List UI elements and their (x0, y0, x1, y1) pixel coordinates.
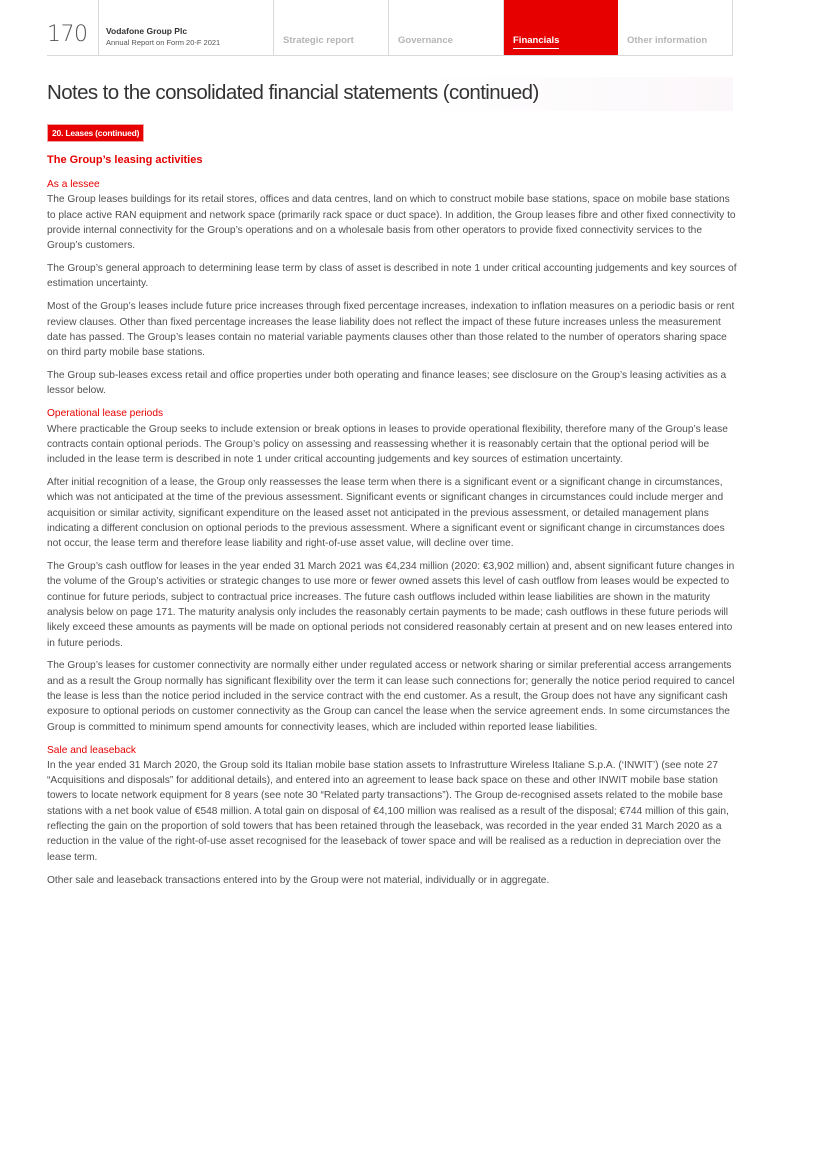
paragraph: The Group’s general approach to determining lease term by class of asset is described in note 1 under critical accounting judgements and key sources of estimation uncertainty. (47, 263, 737, 290)
header-divider (98, 0, 99, 55)
paragraph: After initial recognition of a lease, the Group only reassesses the lease term when there is a significant event or a significant change in circumstances, which was not anticipated at the time of the previous assessment. Significant events or significant changes in circumstances could include merger and acquisition or similar activity, significant expenditure on the leased asset not anticipated in the previous assessment, or detailed management plans indicating a different conclusion on optional periods to the previous assessment. Where a significant event or significant change in circumstances does not occur, the lease term and therefore lease liability and right-of-use asset value, will decline over time. (47, 477, 725, 550)
tab-financials[interactable]: Financials (504, 0, 618, 55)
note-body (47, 177, 737, 895)
paragraph: In the year ended 31 March 2020, the Group sold its Italian mobile base station assets to Infrastrutture Wireless Italiane S.p.A. (‘INWIT’) (see note 27 “Acquisitions and disposals” for additional details), and entered into an agreement to lease back space on these and other INWIT mobile base station towers to locate network equipment for 8 years (see note 30 “Related party transactions”). The Group de-recognised assets related to the mobile base stations with a net book value of €548 million. A total gain on disposal of €4,100 million was realised as a result of the disposal; €744 million of this gain, reflecting the gain on the proportion of sold towers that has been retained through the leaseback, was recorded in the year ended 31 March 2020 as a reduction in the value of the right-of-use asset recognised for the leaseback of tower space and will be realised as a reduction in depreciation over the lease term. (47, 759, 729, 863)
subsection-heading-operational-lease-periods: Operational lease periods (47, 408, 164, 420)
section-heading: The Group’s leasing activities (47, 154, 203, 166)
page-number: 170 (47, 22, 88, 47)
report-subtitle: Annual Report on Form 20-F 2021 (106, 38, 221, 47)
tab-governance[interactable]: Governance (398, 35, 453, 46)
header-divider (732, 0, 733, 55)
paragraph: The Group’s leases for customer connectivity are normally either under regulated access or network sharing or similar preferential access arrangements and as a result the Group normally has significant flexibility over the term it can lease such connections for; generally the notice period required to cancel the lease is less than the notice period included in the service contract with the end customer. As a result, the Group does not have any significant cash exposure to optional periods on customer connectivity as the Group can cancel the lease when the service agreement ends. In some circumstances the Group is committed to minimum spend amounts for connectivity leases, which are included within reported lease liabilities. (47, 660, 735, 733)
paragraph: The Group’s cash outflow for leases in the year ended 31 March 2021 was €4,234 million (2020: €3,902 million) and, absent significant future changes in the volume of the Group’s activities or strategic changes to use more or fewer owned assets this level of cash outflow from leases would be expected to continue for future periods, subject to contractual price increases. The future cash outflows included within lease liabilities are shown in the maturity analysis below on page 171. The maturity analysis only includes the reasonably certain payments to be made; cash outflows in these future periods will likely exceed these amounts as payments will be made on optional periods not considered reasonably certain at present and on new leases entered into in future periods. (47, 561, 735, 649)
company-name: Vodafone Group Plc (106, 26, 188, 36)
page-title: Notes to the consolidated financial statements (continued) (47, 81, 539, 104)
paragraph: The Group leases buildings for its retail stores, offices and data centres, land on which to construct mobile base stations, space on mobile base stations to place active RAN equipment and network space (primarily rack space or duct space). In addition, the Group leases fibre and other fixed connectivity to provide internal connectivity for the Group’s operations and on a wholesale basis from other operators to provide fixed connectivity services to the Group’s customers. (47, 194, 736, 252)
tab-other-information[interactable]: Other information (627, 35, 708, 46)
paragraph: Most of the Group’s leases include future price increases through fixed percentage increases, indexation to inflation measures on a periodic basis or rent review clauses. Other than fixed percentage increases the lease liability does not reflect the impact of these future increases unless the measurement date has passed. The Group’s leases contain no material variable payments clauses other than those related to the number of operators sharing space on third party mobile base stations. (47, 301, 735, 359)
subsection-heading-sale-and-leaseback: Sale and leaseback (47, 744, 136, 756)
tab-strategic-report[interactable]: Strategic report (283, 35, 354, 46)
subsection-heading-lessee: As a lessee (47, 179, 100, 190)
paragraph: Other sale and leaseback transactions entered into by the Group were not material, individually or in aggregate. (47, 874, 550, 886)
page-header (47, 0, 733, 56)
paragraph: The Group sub-leases excess retail and office properties under both operating and finance leases; see disclosure on the Group’s leasing activities as a lessor below. (47, 370, 727, 397)
paragraph: Where practicable the Group seeks to include extension or break options in leases to provide operational flexibility, therefore many of the Group’s lease contracts contain optional periods. The Group’s policy on assessing and reassessing whether it is reasonably certain that the optional period will be included in the lease term is described in note 1 under critical accounting judgements and key sources of estimation uncertainty. (47, 423, 728, 466)
note-badge: 20. Leases (continued) (47, 124, 144, 142)
